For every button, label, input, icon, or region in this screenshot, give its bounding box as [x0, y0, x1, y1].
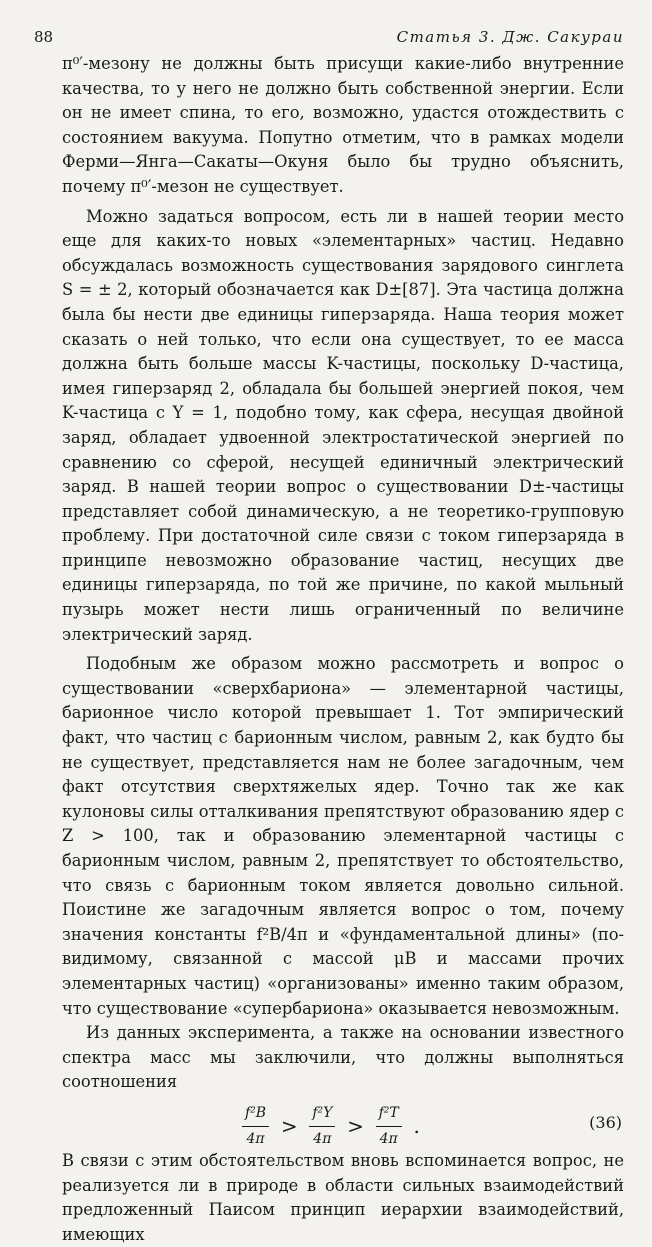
fraction-fy-numerator: f²Y [309, 1101, 335, 1127]
fraction-ft-denominator: 4π [379, 1130, 398, 1147]
fraction-fy-denominator: 4π [313, 1130, 332, 1147]
equation-number: (36) [589, 1112, 622, 1132]
greater-than-2: > [347, 1113, 364, 1138]
paragraph-3: Подобным же образом можно рассмотреть и вопрос о существовании «сверхбариона» — элементарной частицы, барионное число которой превышает 1. Тот эмпирический факт, что частиц с барионным числом, равным 2, как будто бы не существует, представляется нам не более загадочным, чем факт отсутствия сверхтяжелых ядер. Точно так же как кулоновы силы отталкивания препятствуют образованию ядер с Z > 100, так и образованию элементарной частицы с барионным числом, равным 2, препятствует то обстоятельство, что связь с барионным током является довольно сильной. Поистине же загадочным является вопрос о том, почему значения константы f²B/4π и «фундаментальной длины» (по-видимому, связанной с массой μB и массами прочих элементарных частиц) «организованы» именно таким образом, что существование «супербариона» оказывается невозможным. [62, 654, 624, 1018]
fraction-fb-numerator: f²B [242, 1101, 269, 1127]
fraction-fb-denominator: 4π [246, 1130, 265, 1147]
formula-period: . [413, 1113, 420, 1138]
fraction-fb [242, 1101, 269, 1151]
paragraph-2: Можно задаться вопросом, есть ли в нашей теории место еще для каких-то новых «элементарных» частиц. Недавно обсуждалась возможность существования зарядового синглета S = ± 2, который обозначается как D±[87]. Эта частица должна была бы нести две единицы гиперзаряда. Наша теория может сказать о ней только, что если она существует, то ее масса должна быть больше массы K-частицы, поскольку D-частица, имея гиперзаряд 2, обладала бы большей энергией покоя, чем K-частица с Y = 1, подобно тому, как сфера, несущая двойной заряд, обладает удвоенной электростатической энергией по сравнению со сферой, несущей единичный электрический заряд. В нашей теории вопрос о существовании D±-частицы представляет собой динамическую, а не теоретико-групповую проблему. При достаточной силе связи с током гиперзаряда в принципе невозможно образование частиц, несущих две единицы гиперзаряда, по той же причине, по какой мыльный пузырь может нести лишь ограниченный по величине электрический заряд. [62, 206, 624, 644]
body-text [62, 52, 624, 1247]
fraction-ft-numerator: f²T [376, 1101, 402, 1127]
paragraph-4: Из данных эксперимента, а также на основании известного спектра масс мы заключили, что должны выполняться соотношения [62, 1023, 624, 1092]
paragraph-1: π⁰′-мезону не должны быть присущи какие-либо внутренние качества, то у него не должно быть собственной энергии. Если он не имеет спина, то его, возможно, удастся отождествить с состоянием вакуума. Попутно отметим, что в рамках модели Ферми—Янга—Сакаты—Окуня было бы трудно объяснить, почему π⁰′-мезон не существует. [62, 54, 624, 196]
equation-36 [62, 1097, 624, 1149]
greater-than-1: > [280, 1113, 298, 1138]
paragraph-5: В связи с этим обстоятельством вновь вспоминается вопрос, не реализуется ли в природе в области сильных взаимодействий предложенный Паисом принцип иерархии взаимодействий, имеющих [62, 1150, 624, 1244]
fraction-fy [309, 1101, 335, 1151]
fraction-ft [376, 1101, 402, 1151]
page-header [34, 24, 624, 52]
running-head: Статья 3. Дж. Сакураи [396, 28, 624, 46]
page-number: 88 [34, 28, 54, 46]
